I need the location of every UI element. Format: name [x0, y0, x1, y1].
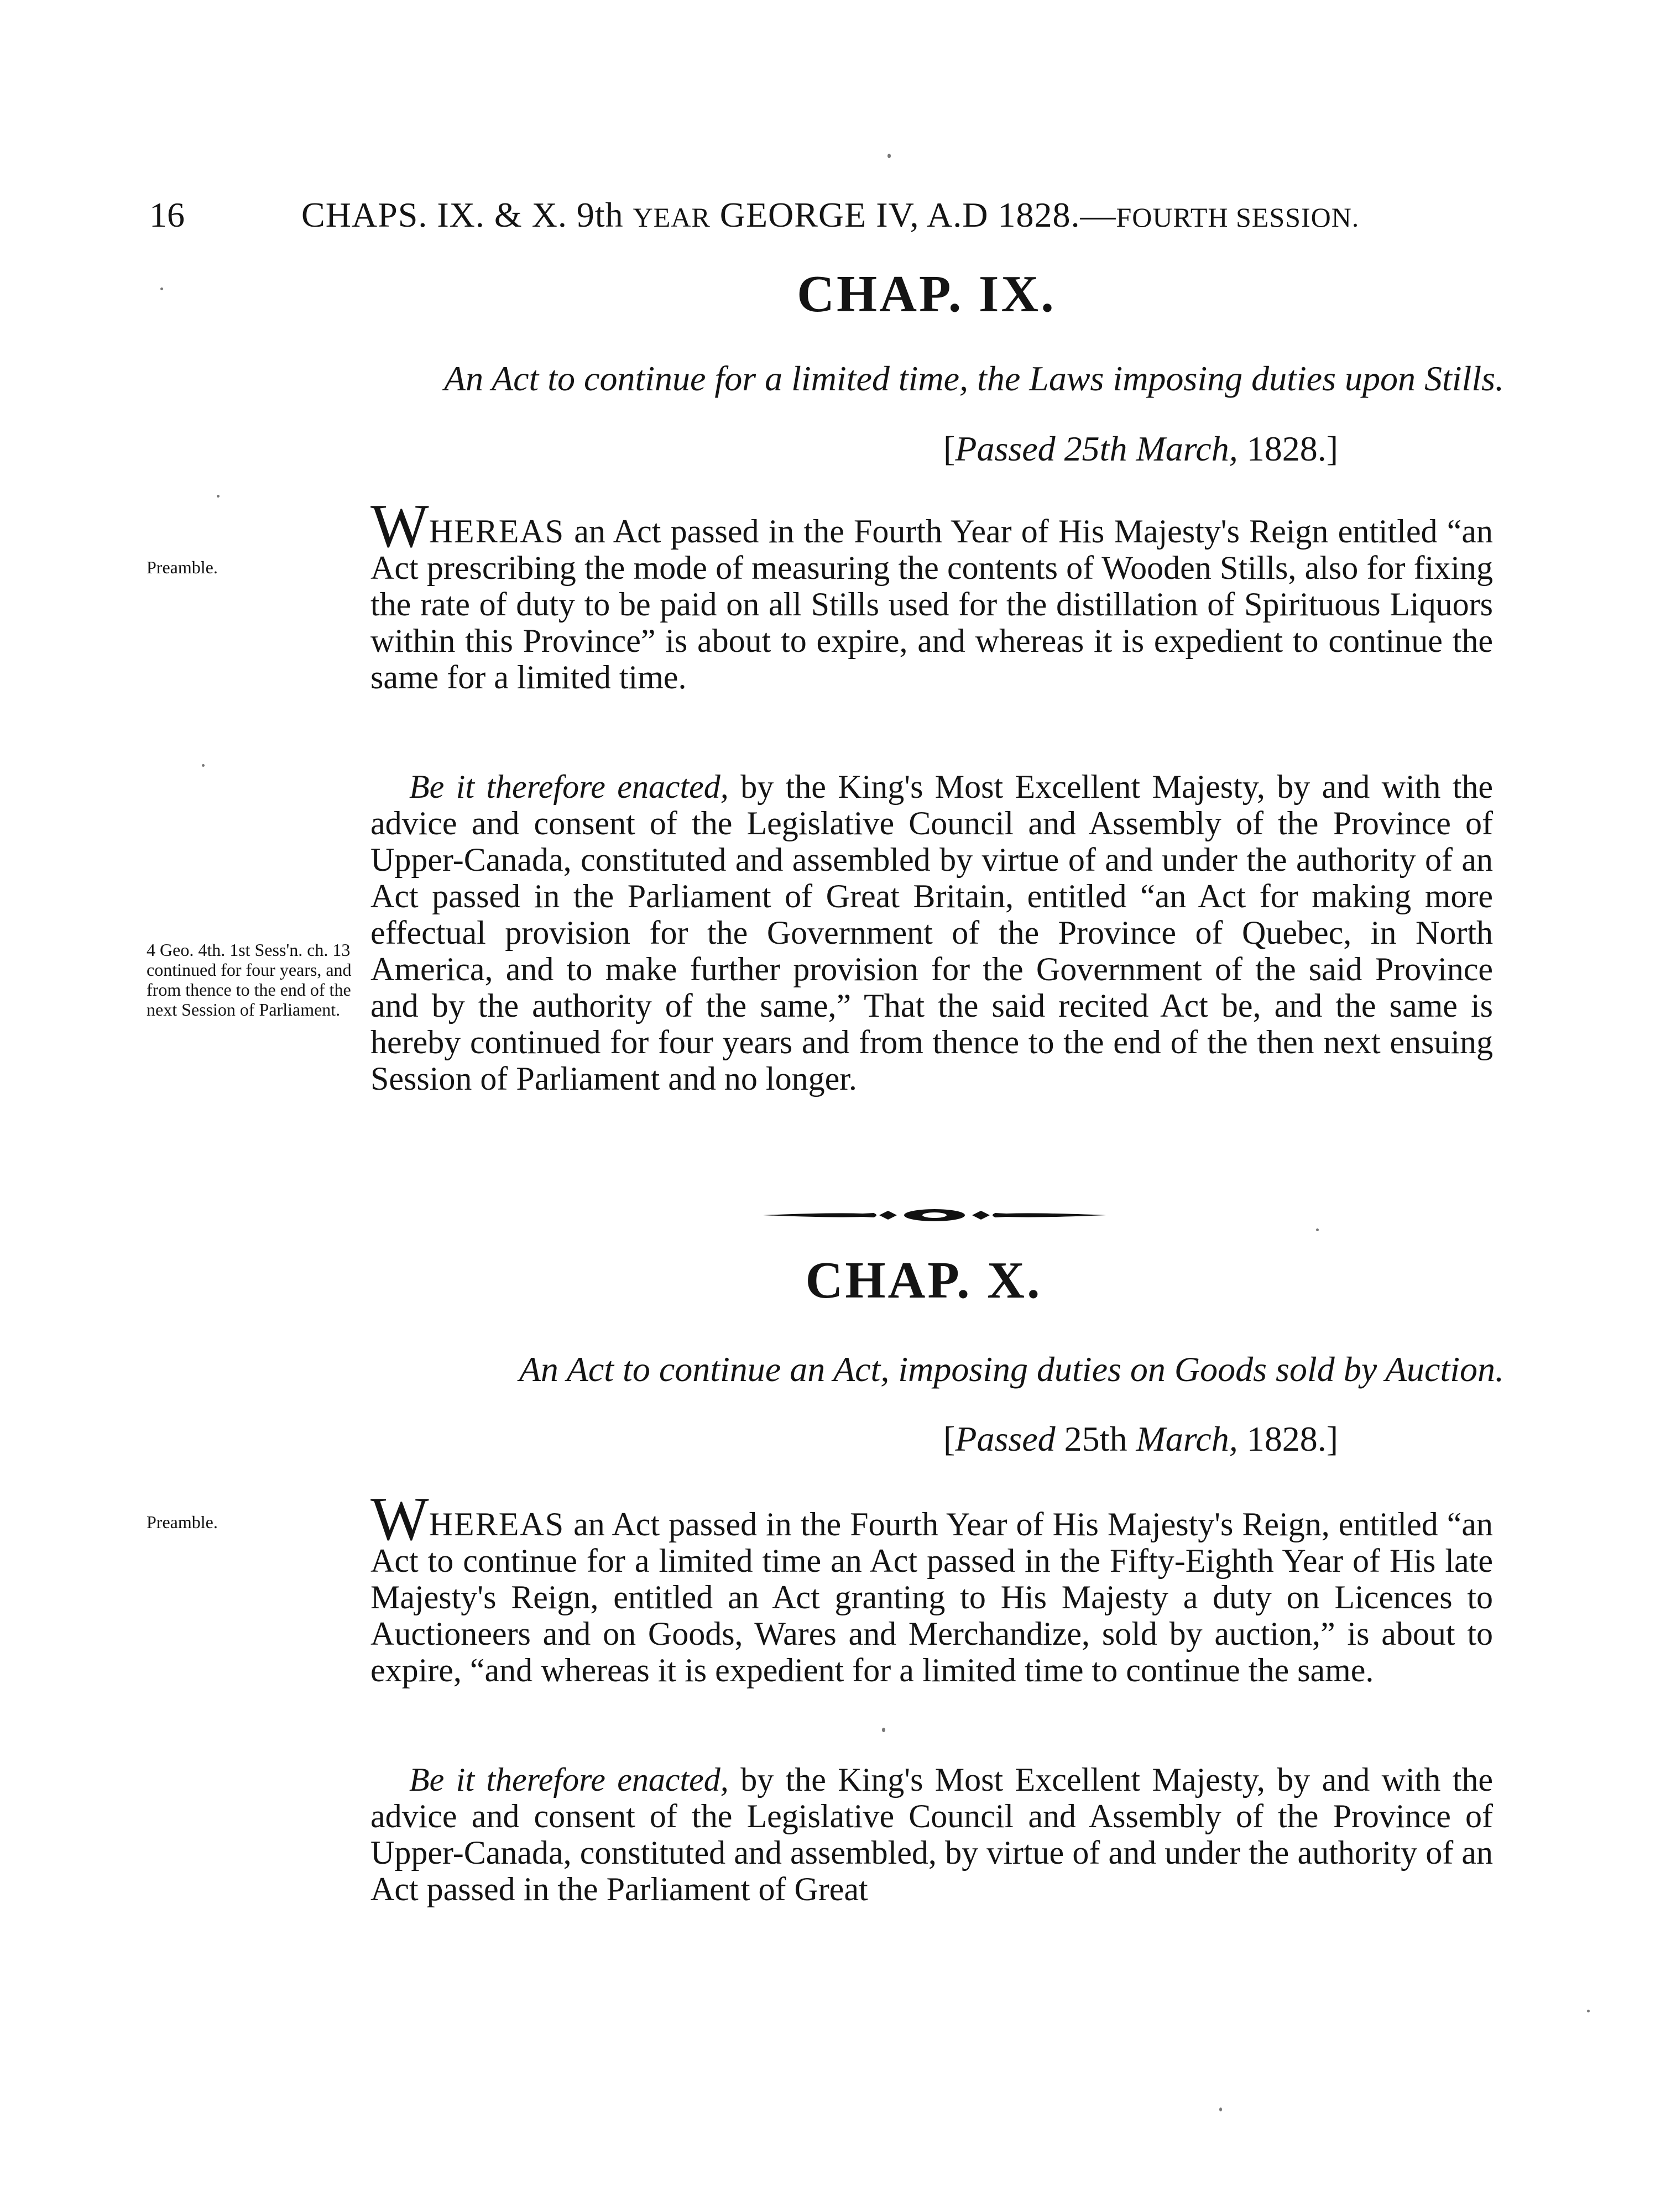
preamble-caps: HEREAS: [429, 513, 565, 550]
passed-open-bracket: [: [943, 429, 956, 468]
scan-speck: [160, 287, 163, 290]
drop-cap: W: [370, 1485, 429, 1554]
drop-cap: W: [370, 492, 429, 561]
margin-note-preamble-x: Preamble.: [147, 1512, 218, 1532]
page-number: 16: [149, 195, 185, 234]
passed-open-bracket: [: [943, 1419, 956, 1458]
chapter-x-enacting-clause: [370, 1761, 1493, 1907]
chapter-x-passed-date: [885, 1419, 1338, 1460]
margin-note-continuation: 4 Geo. 4th. 1st Sess'n. ch. 13 continued for four years, and from thence to the end of the next Session of Parliament.: [147, 940, 352, 1019]
preamble-caps: HEREAS: [429, 1506, 565, 1542]
scan-speck: [1316, 1228, 1319, 1231]
passed-year: 1828.]: [1238, 1419, 1338, 1458]
scan-speck: [887, 154, 891, 158]
preamble-text: an Act passed in the Fourth Year of His Majesty's Reign, entitled “an Act to continue for a limited time an Act passed in the Fifty-Eighth Year of His late Majesty's Reign, entitled an Act granting to His Majesty a duty on Licences to Auctioneers and on Goods, Wares and Merchandize, sold by auction,” is about to expire, “and whereas it is expedient for a limited time to continue the same.: [370, 1506, 1493, 1688]
passed-month: March,: [1136, 1419, 1238, 1458]
passed-year: 1828.]: [1238, 429, 1338, 468]
scan-speck: [202, 764, 205, 767]
passed-day: 25th: [1055, 1419, 1136, 1458]
margin-note-preamble-ix: Preamble.: [147, 557, 218, 577]
enact-text: by the King's Most Excellent Majesty, by and with the advice and consent of the Legislative Council and Assembly of the Province of Upper-Canada, constituted and assembled by virtue of and under the authority of an Act passed in the Parliament of Great Britain, entitled “an Act for making more effectual provision for the Government of the Province of Quebec, in North America, and to make further provision for the Government of the said Province and by the authority of the same,” That the said recited Act be, and the same is hereby continued for four years and from thence to the end of the then next ensuing Session of Parliament and no longer.: [370, 768, 1493, 1097]
scan-speck: [1587, 2010, 1590, 2012]
chapter-ix-act-title: An Act to continue for a limited time, the Laws imposing duties upon Stills.: [444, 359, 1504, 398]
passed-label: Passed 25th March,: [955, 429, 1238, 468]
scan-speck: [882, 1728, 885, 1732]
passed-label: Passed: [955, 1419, 1056, 1458]
running-title-year: YEAR: [633, 202, 711, 233]
chapter-x-act-title: An Act to continue an Act, imposing duties on Goods sold by Auction.: [519, 1350, 1504, 1389]
chapter-x-heading: CHAP. X.: [805, 1252, 1042, 1309]
scan-speck: [1219, 2108, 1222, 2111]
running-title-pre: CHAPS. IX. & X. 9th: [301, 195, 633, 234]
enact-text: by the King's Most Excellent Majesty, by and with the advice and consent of the Legislative Council and Assembly of the Province of Upper-Canada, constituted and assembled, by virtue of and under the authority of an Act passed in the Parliament of Great: [370, 1761, 1493, 1907]
running-title-session: FOURTH SESSION.: [1116, 202, 1360, 233]
enact-italic: Be it therefore enacted,: [409, 768, 729, 805]
chapter-x-preamble: [370, 1485, 1493, 1688]
chapter-ix-passed-date: [885, 428, 1338, 469]
chapter-ix-preamble: [370, 492, 1493, 696]
enact-italic: Be it therefore enacted,: [409, 1761, 729, 1798]
preamble-text: an Act passed in the Fourth Year of His Majesty's Reign entitled “an Act prescribing the mode of measuring the contents of Wooden Stills, also for fixing the rate of duty to be paid on all Stills used for the distillation of Spirituous Liquors within this Province” is about to expire, and whereas it is expedient to continue the same for a limited time.: [370, 513, 1493, 696]
chapter-ix-heading: CHAP. IX.: [797, 265, 1056, 323]
ornamental-divider: [763, 1204, 1106, 1226]
scan-speck: [217, 495, 220, 498]
running-title-mid: GEORGE IV, A.D 1828.—: [710, 195, 1116, 234]
chapter-ix-enacting-clause: [370, 768, 1493, 1097]
running-title: [301, 195, 1359, 236]
